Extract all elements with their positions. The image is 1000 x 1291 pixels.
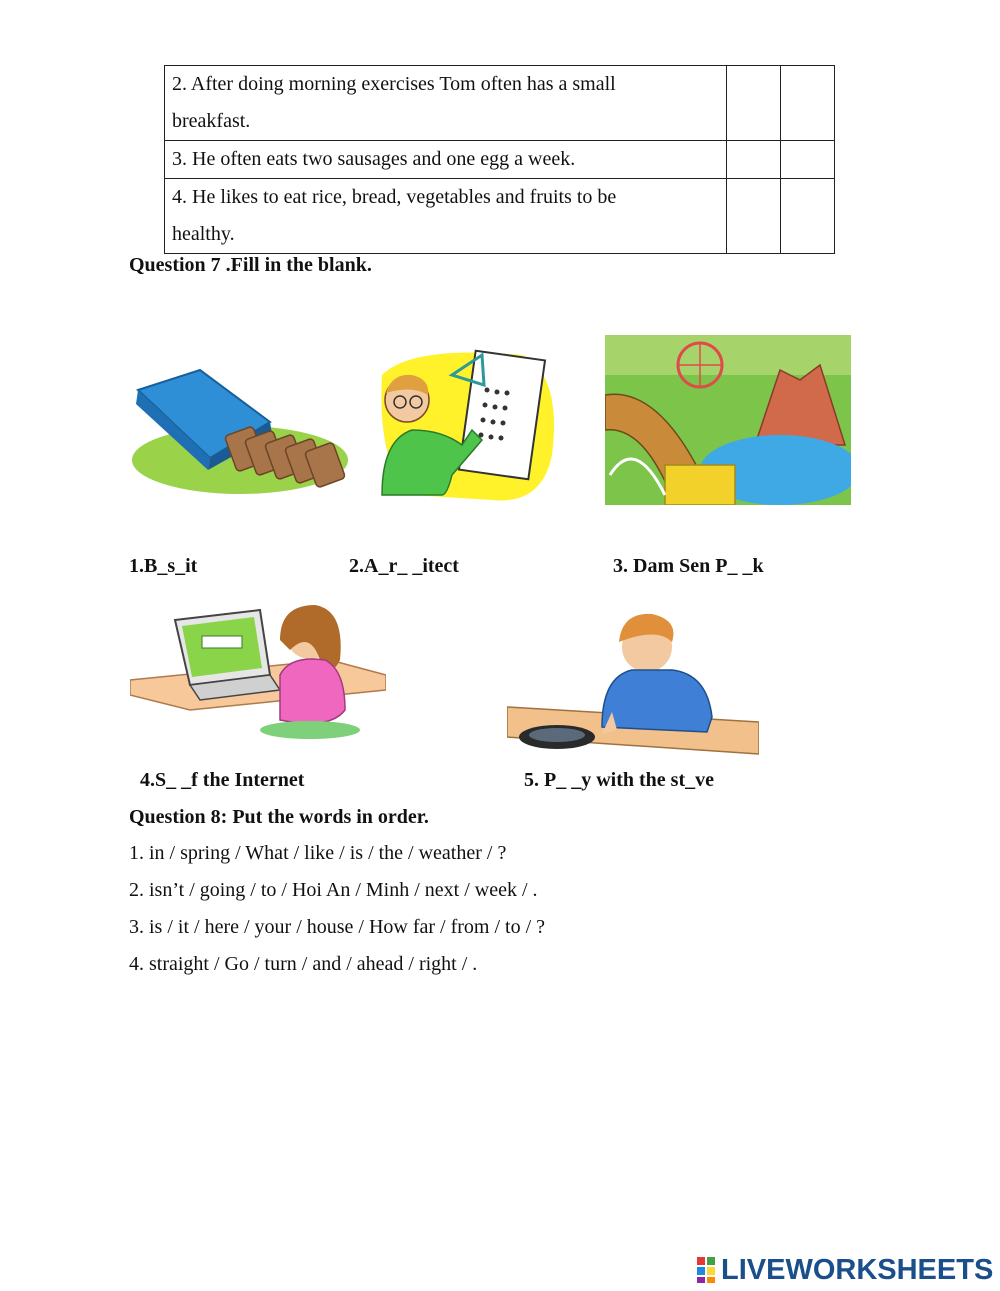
logo-text: LIVEWORKSHEETS: [721, 1254, 994, 1286]
statement-line: 3. He often eats two sausages and one egg a week.: [172, 148, 576, 170]
biscuit-picture: [130, 360, 350, 500]
statement-cell: [165, 179, 727, 254]
statement-line: 4. He likes to eat rice, bread, vegetables and fruits to be: [172, 186, 617, 208]
order-item-3: 3. is / it / here / your / house / How far / from / to / ?: [129, 916, 546, 938]
order-item-1: 1. in / spring / What / like / is / the / weather / ?: [129, 842, 507, 864]
true-answer-box[interactable]: [726, 179, 780, 254]
fill-blank-label-5: 5. P_ _y with the st_ve: [524, 769, 714, 791]
question-7-title: Question 7 .Fill in the blank.: [129, 254, 372, 276]
false-answer-box[interactable]: [780, 141, 834, 179]
statement-line: healthy.: [172, 223, 235, 245]
true-answer-box[interactable]: [726, 66, 780, 141]
liveworksheets-logo: [697, 1254, 995, 1286]
table-row: [165, 179, 835, 254]
false-answer-box[interactable]: [780, 179, 834, 254]
table-row: [165, 141, 835, 179]
true-false-table: [164, 65, 835, 254]
architect-picture: [372, 345, 562, 505]
table-row: [165, 66, 835, 141]
statement-line: breakfast.: [172, 110, 251, 132]
fill-blank-label-4: 4.S_ _f the Internet: [140, 769, 305, 791]
fill-blank-label-2: 2.A_r_ _itect: [349, 555, 459, 577]
false-answer-box[interactable]: [780, 66, 834, 141]
fill-blank-label-3: 3. Dam Sen P_ _k: [613, 555, 764, 577]
statement-cell: [165, 141, 727, 179]
order-item-4: 4. straight / Go / turn / and / ahead / right / .: [129, 953, 478, 975]
statement-line: 2. After doing morning exercises Tom often has a small: [172, 73, 616, 95]
statement-cell: [165, 66, 727, 141]
true-answer-box[interactable]: [726, 141, 780, 179]
girl-computer-picture: [130, 600, 386, 740]
order-item-2: 2. isn’t / going / to / Hoi An / Minh / next / week / .: [129, 879, 538, 901]
question-8-title: Question 8: Put the words in order.: [129, 806, 429, 828]
boy-stove-picture: [507, 612, 759, 757]
fill-blank-label-1: 1.B_s_it: [129, 555, 198, 577]
amusement-park-picture: [605, 335, 851, 505]
